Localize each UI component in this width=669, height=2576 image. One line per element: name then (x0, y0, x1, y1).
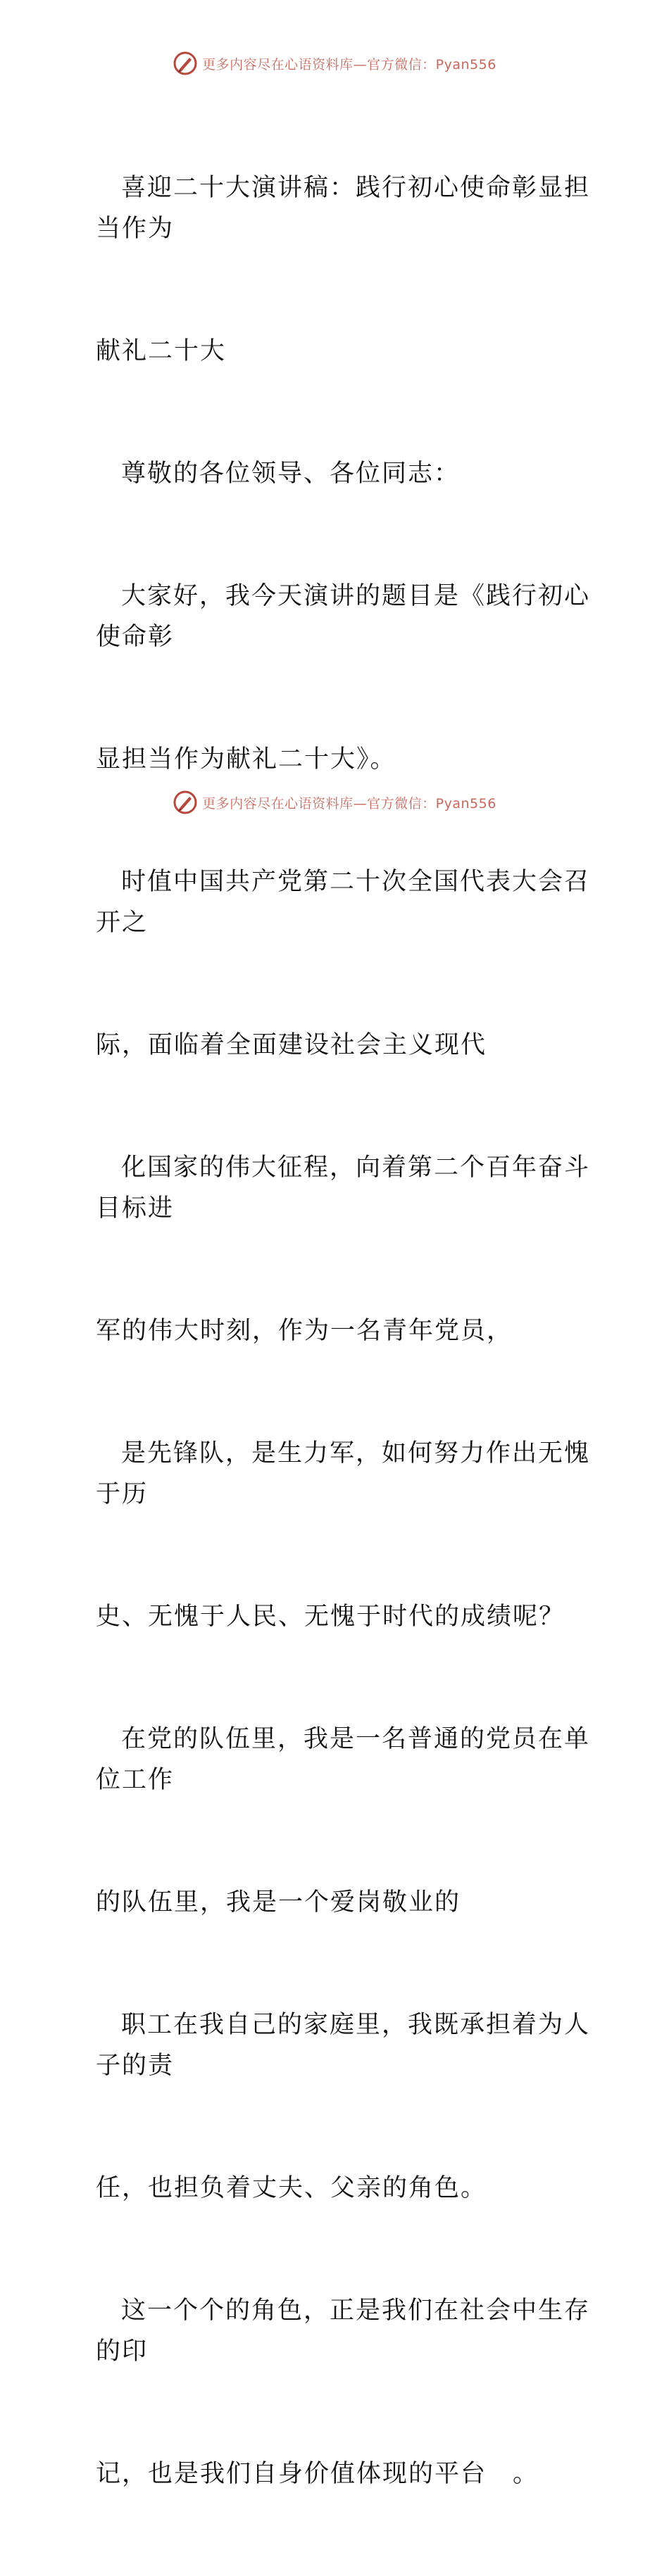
pen-logo-icon (173, 51, 198, 76)
text-line: 职工在我自己的家庭里，我既承担着为人子的责 (96, 2011, 591, 2080)
text-line: 在党的队伍里，我是一名普通的党员在单位工作 (96, 1725, 591, 1794)
watermark-text (202, 54, 496, 73)
watermark-brand: 更多内容尽在心语资料库 (202, 795, 354, 812)
text-line: 记，也是我们自身价值体现的平台 。 (96, 2460, 539, 2488)
text-line: 任，也担负着丈夫、父亲的角色。 (96, 2174, 487, 2202)
text-line: 化国家的伟大征程，向着第二个百年奋斗目标进 (96, 1154, 591, 1223)
text-line: 时值中国共产党第二十次全国代表大会召开之 (96, 868, 591, 937)
watermark-separator: — (353, 56, 368, 72)
watermark-contact: 官方微信：Pyan556 (367, 795, 496, 812)
watermark-brand: 更多内容尽在心语资料库 (202, 56, 354, 72)
text-line: 是先锋队，是生力军，如何努力作出无愧于历 (96, 1439, 591, 1508)
text-line: 这一个个的角色，正是我们在社会中生存的印 (96, 2297, 591, 2366)
text-line: 献礼二十大 (96, 337, 227, 365)
text-line: 军的伟大时刻，作为一名青年党员， (96, 1317, 513, 1345)
text-line: 史、无愧于人民、无愧于时代的成绩呢？ (96, 1603, 565, 1631)
document-body (70, 86, 606, 2576)
header-watermark (0, 49, 669, 77)
watermark-contact: 官方微信：Pyan556 (367, 56, 496, 72)
text-line: 喜迎二十大演讲稿：践行初心使命彰显担当作为 (96, 174, 591, 243)
text-line: 显担当作为献礼二十大》。 (96, 745, 396, 774)
watermark-text (202, 793, 496, 812)
text-line: 际，面临着全面建设社会主义现代 (96, 1031, 487, 1059)
text-line: 的队伍里，我是一个爱岗敬业的 (96, 1888, 461, 1917)
text-line: 大家好，我今天演讲的题目是《践行初心使命彰 (96, 582, 591, 651)
footer-watermark (0, 788, 669, 816)
pen-logo-icon (173, 790, 198, 815)
watermark-separator: — (353, 795, 368, 812)
text-line: 尊敬的各位领导、各位同志： (121, 460, 461, 488)
document-text (70, 86, 606, 2576)
